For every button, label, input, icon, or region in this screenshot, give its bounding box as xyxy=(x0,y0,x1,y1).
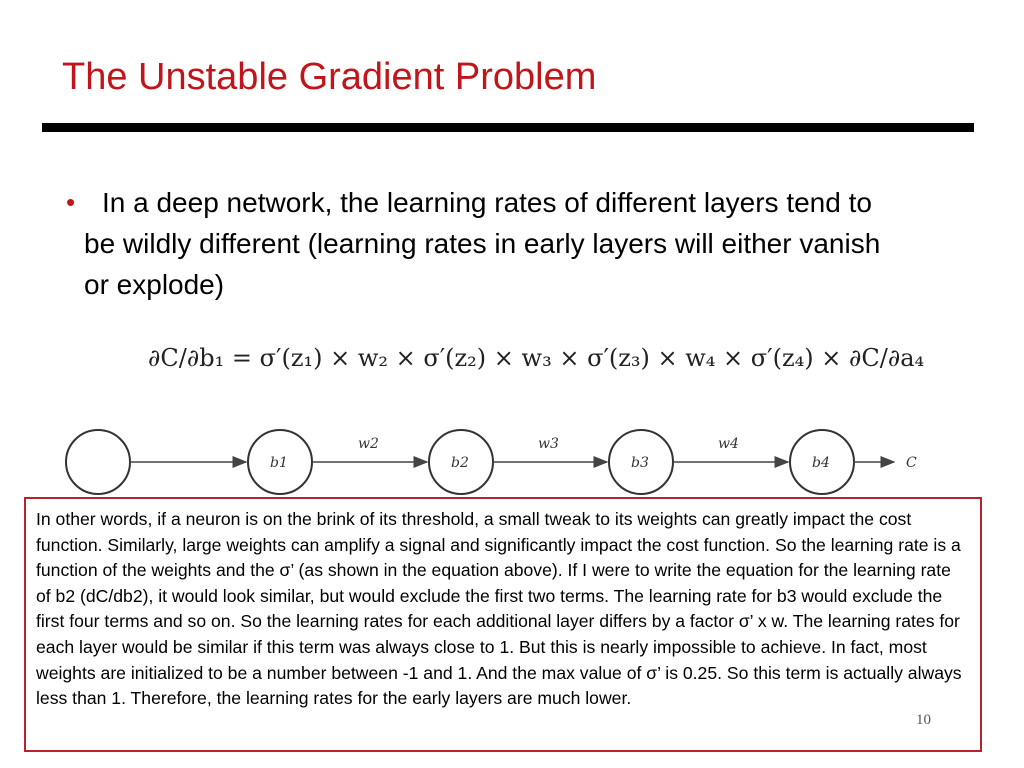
weight-label-4: w4 xyxy=(718,436,739,452)
bias-label-2: b2 xyxy=(451,455,469,471)
page-number: 10 xyxy=(916,712,931,728)
bias-label-1: b1 xyxy=(270,455,288,471)
network-diagram xyxy=(58,420,938,500)
weight-label-2: w2 xyxy=(358,436,379,452)
explanation-note: In other words, if a neuron is on the brink of its threshold, a small tweak to its weights can greatly impact the cost function. Similarly, large weights can amplify a signal and significantly impact the cost function. So the learning rate is a function of the weights and the σ’ (as shown in the equation above). If I were to write the equation for the learning rate of b2 (dC/db2), it would look similar, but would exclude the first two terms. The learning rate for b3 would exclude the first four terms and so on. So the learning rates for each additional layer differs by a factor σ’ x w. The learning rates for each layer would be similar if this term was always close to 1. But this is nearly impossible to achieve. In fact, most weights are initialized to be a number between -1 and 1. And the max value of σ’ is 0.25. So this term is actually always less than 1. Therefore, the learning rates for the early layers are much lower. xyxy=(24,497,982,752)
title-divider xyxy=(42,123,974,132)
bias-label-4: b4 xyxy=(812,455,830,471)
slide-title: The Unstable Gradient Problem xyxy=(62,56,597,98)
input-neuron xyxy=(66,430,130,494)
weight-label-3: w3 xyxy=(538,436,559,452)
bias-label-3: b3 xyxy=(631,455,649,471)
bullet-icon: • xyxy=(66,187,76,217)
output-label: C xyxy=(906,455,917,471)
gradient-equation: ∂C/∂b₁ = σ′(z₁) × w₂ × σ′(z₂) × w₃ × σ′(z₃) × w₄ × σ′(z₄) × ∂C/∂a₄ xyxy=(148,344,925,372)
bullet-text: In a deep network, the learning rates of different layers tend to be wildly different (learning rates in early layers will either vanish or explode) xyxy=(84,187,881,300)
bullet-point xyxy=(66,182,886,305)
